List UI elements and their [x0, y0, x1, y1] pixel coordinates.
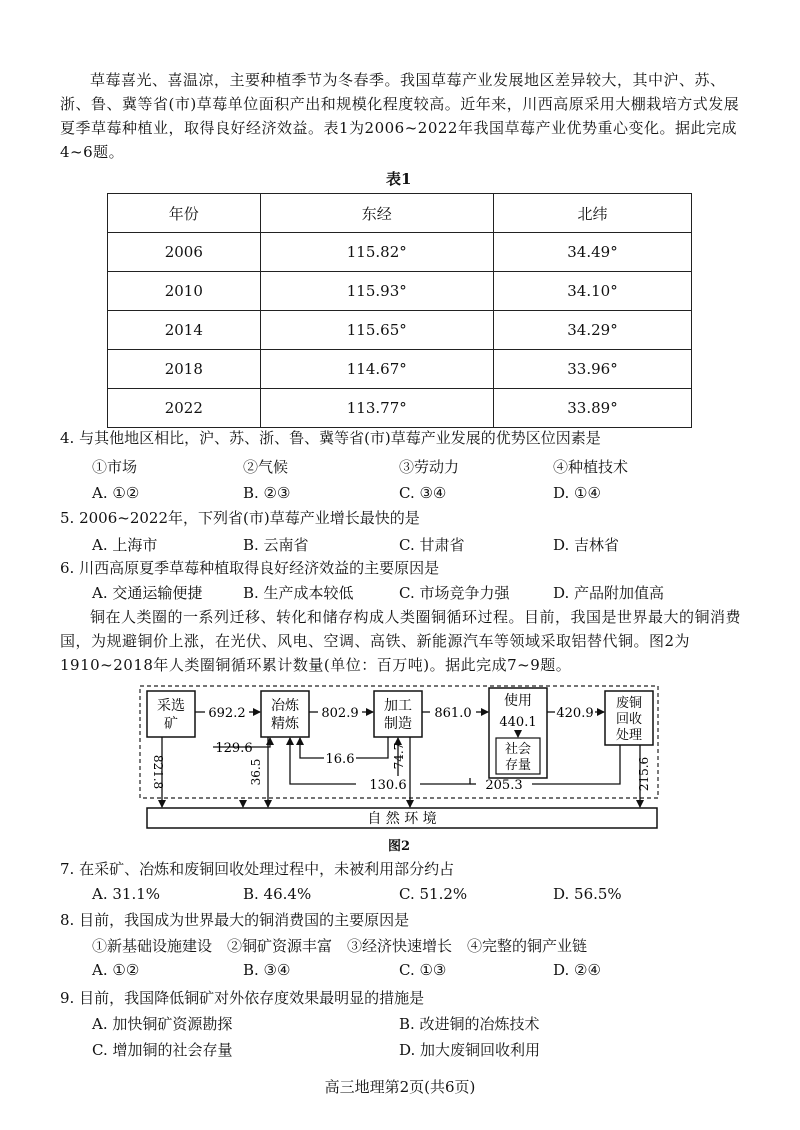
question-9-stem: 9. 目前，我国降低铜矿对外依存度效果最明显的措施是 [60, 989, 425, 1007]
label-stock-1: 社会 [504, 742, 532, 757]
flow-processing-to-env: 74.7 [392, 742, 406, 770]
flow-130-6: 130.6 [369, 778, 407, 793]
intro-paragraph-strawberry: 草莓喜光、喜温凉，主要种植季节为冬春季。我国草莓产业发展地区差异较大，其中沪、苏、浙、鲁、冀等省(市)草莓单位面积产出和规模化程度较高。近年来，川西高原采用大棚栽培方式发展夏季草莓种植业，取得良好经济效益。表1为2006~2022年我国草莓产业优势重心变化。据此完成4~6题。 [60, 71, 740, 161]
label-environment: 自 然 环 境 [367, 811, 437, 827]
label-use: 使用 [504, 693, 532, 709]
q7-option-b: B. 46.4% [243, 885, 312, 903]
label-mining-2: 矿 [164, 716, 178, 732]
flow-use-to-recycling: 420.9 [556, 706, 594, 721]
cell-latitude: 33.89° [493, 389, 691, 428]
cell-latitude: 34.10° [493, 272, 691, 311]
q6-option-a: A. 交通运输便捷 [92, 584, 203, 602]
cell-longitude: 113.77° [260, 389, 493, 428]
q4-option-d: D. ①④ [553, 484, 601, 502]
label-smelting-2: 精炼 [271, 716, 299, 732]
q9-option-a: A. 加快铜矿资源勘探 [92, 1015, 233, 1033]
header-longitude: 东经 [260, 194, 493, 233]
intro-paragraph-copper: 铜在人类圈的一系列迁移、转化和储存构成人类圈铜循环过程。目前，我国是世界最大的铜消费国，为规避铜价上涨，在光伏、风电、空调、高铁、新能源汽车等领域采取铝替代铜。图2为1910~2018年人类圈铜循环累计数量(单位：百万吨)。据此完成7~9题。 [60, 608, 742, 674]
label-use-value: 440.1 [499, 715, 537, 730]
cell-year: 2018 [108, 350, 261, 389]
flow-smelting-to-env: 36.5 [249, 758, 263, 786]
q4-option-c: C. ③④ [399, 484, 447, 502]
label-processing-1: 加工 [384, 698, 412, 714]
table-caption: 表1 [386, 170, 412, 188]
cell-longitude: 115.93° [260, 272, 493, 311]
q6-option-d: D. 产品附加值高 [553, 584, 665, 602]
label-recycling-2: 回收 [615, 712, 643, 727]
q4-option-a: A. ①② [92, 484, 140, 502]
question-5-stem: 5. 2006~2022年，下列省(市)草莓产业增长最快的是 [60, 509, 420, 527]
q4-option-b: B. ②③ [243, 484, 291, 502]
question-6-stem: 6. 川西高原夏季草莓种植取得良好经济效益的主要原因是 [60, 559, 440, 577]
flow-205-3: 205.3 [485, 778, 523, 793]
q9-option-c: C. 增加铜的社会存量 [92, 1041, 233, 1059]
cell-year: 2022 [108, 389, 261, 428]
page-footer: 高三地理第2页(共6页) [324, 1078, 476, 1096]
q7-option-c: C. 51.2% [399, 885, 468, 903]
label-processing-2: 制造 [384, 716, 412, 732]
question-8-stem: 8. 目前，我国成为世界最大的铜消费国的主要原因是 [60, 911, 410, 929]
label-stock-2: 存量 [504, 758, 532, 773]
cell-longitude: 115.82° [260, 233, 493, 272]
flow-mining-to-env: 821.8 [151, 754, 165, 790]
q6-option-c: C. 市场竞争力强 [399, 584, 510, 602]
q7-option-a: A. 31.1% [92, 885, 161, 903]
flow-129-6: 129.6 [215, 741, 253, 756]
cell-latitude: 33.96° [493, 350, 691, 389]
q9-option-d: D. 加大废铜回收利用 [399, 1041, 541, 1059]
label-recycling-1: 废铜 [615, 696, 643, 711]
header-year: 年份 [108, 194, 261, 233]
q4-item-1: ①市场 [92, 458, 138, 476]
flow-processing-to-use: 861.0 [434, 706, 472, 721]
q9-option-b: B. 改进铜的冶炼技术 [399, 1015, 540, 1033]
cell-year: 2006 [108, 233, 261, 272]
q8-option-c: C. ①③ [399, 961, 447, 979]
cell-year: 2010 [108, 272, 261, 311]
q8-option-d: D. ②④ [553, 961, 601, 979]
flow-processing-to-smelting: 16.6 [325, 752, 355, 767]
q8-option-a: A. ①② [92, 961, 140, 979]
cell-latitude: 34.49° [493, 233, 691, 272]
cell-longitude: 115.65° [260, 311, 493, 350]
cell-longitude: 114.67° [260, 350, 493, 389]
cell-latitude: 34.29° [493, 311, 691, 350]
header-latitude: 北纬 [493, 194, 691, 233]
q6-option-b: B. 生产成本较低 [243, 584, 354, 602]
label-smelting-1: 冶炼 [271, 698, 299, 714]
q4-item-3: ③劳动力 [399, 458, 460, 476]
q8-items: ①新基础设施建设 ②铜矿资源丰富 ③经济快速增长 ④完整的铜产业链 [92, 937, 588, 955]
flow-mining-to-smelting: 692.2 [208, 706, 246, 721]
q4-item-4: ④种植技术 [553, 458, 629, 476]
label-recycling-3: 处理 [615, 728, 643, 743]
q7-option-d: D. 56.5% [553, 885, 622, 903]
figure-caption: 图2 [388, 839, 411, 854]
q4-item-2: ②气候 [243, 458, 289, 476]
question-4-stem: 4. 与其他地区相比，沪、苏、浙、鲁、冀等省(市)草莓产业发展的优势区位因素是 [60, 429, 601, 447]
q5-option-b: B. 云南省 [243, 536, 309, 554]
cell-year: 2014 [108, 311, 261, 350]
question-7-stem: 7. 在采矿、冶炼和废铜回收处理过程中，未被利用部分约占 [60, 860, 455, 878]
label-mining-1: 采选 [157, 698, 185, 714]
q5-option-c: C. 甘肃省 [399, 536, 465, 554]
flow-recycle-to-env: 215.6 [637, 756, 651, 792]
q5-option-d: D. 吉林省 [553, 536, 620, 554]
q5-option-a: A. 上海市 [92, 536, 158, 554]
flow-smelting-to-processing: 802.9 [321, 706, 359, 721]
q8-option-b: B. ③④ [243, 961, 291, 979]
